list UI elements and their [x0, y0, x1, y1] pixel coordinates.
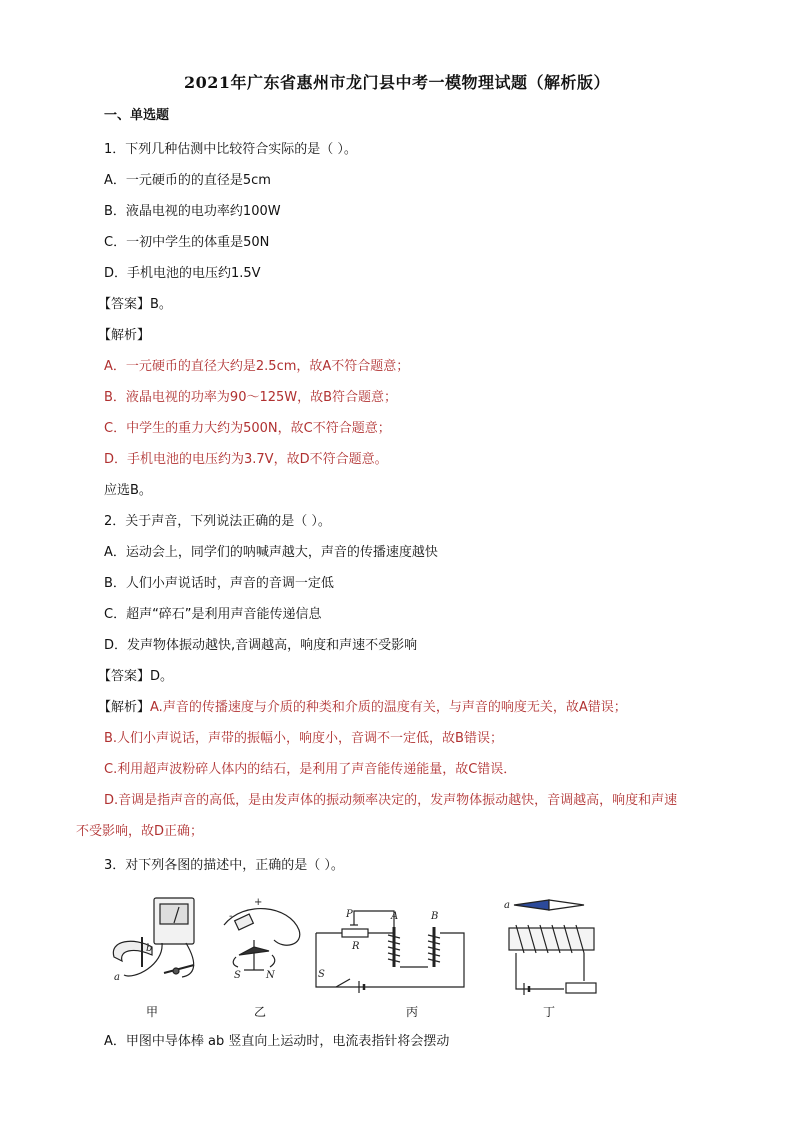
q2-analysis-label: 【解析】 — [98, 700, 151, 715]
q2-stem: 2．关于声音，下列说法正确的是（ ）。 — [104, 514, 331, 529]
figure-yi-diagram — [224, 909, 300, 970]
label-a: a — [114, 972, 120, 983]
q2-answer: 【答案】D。 — [98, 669, 174, 684]
q1-option-c: C．一初中学生的体重是50N — [104, 235, 270, 250]
q1-option-d: D．手机电池的电压约1.5V — [104, 266, 261, 281]
q1-option-b: B．液晶电视的电功率约100W — [104, 204, 281, 219]
figure-jia-diagram — [113, 898, 194, 977]
q1-option-a: A．一元硬币的的直径是5cm — [104, 173, 271, 188]
label-a-magnet: A — [391, 911, 399, 922]
figure-bing-diagram — [316, 911, 464, 993]
figure-label-bing: 丙 — [406, 1005, 419, 1019]
q2-option-b: B．人们小声说话时，声音的音调一定低 — [104, 576, 334, 591]
q3-figures — [104, 895, 604, 1030]
label-s: S — [234, 970, 241, 981]
q1-stem: 1．下列几种估测中比较符合实际的是（ ）。 — [104, 142, 357, 157]
label-minus: - — [229, 911, 233, 922]
q1-analysis-label: 【解析】 — [98, 328, 151, 343]
q3-stem: 3．对下列各图的描述中，正确的是（ ）。 — [104, 858, 344, 873]
label-b-magnet: B — [431, 911, 439, 922]
q2-analysis-row — [98, 699, 627, 717]
q1-analysis-d: D．手机电池的电压约为3.7V，故D不符合题意。 — [104, 452, 388, 467]
section-heading: 一、单选题 — [104, 108, 170, 123]
label-b: b — [146, 943, 153, 954]
q2-option-d: D．发声物体振动越快,音调越高，响度和声速不受影响 — [104, 638, 418, 653]
label-plus: + — [254, 897, 263, 908]
q3-option-a: A．甲图中导体棒 ab 竖直向上运动时，电流表指针将会摆动 — [104, 1034, 450, 1049]
q1-analysis-a: A．一元硬币的直径大约是2.5cm，故A不符合题意； — [104, 359, 410, 374]
label-switch-s: S — [318, 969, 325, 980]
q2-analysis-c: C.利用超声波粉碎人体内的结石，是利用了声音能传递能量，故C错误． — [104, 762, 517, 777]
q2-option-a: A．运动会上，同学们的呐喊声越大，声音的传播速度越快 — [104, 545, 438, 560]
q2-option-c: C．超声“碎石”是利用声音能传递信息 — [104, 607, 322, 622]
q1-analysis-c: C．中学生的重力大约为500N，故C不符合题意； — [104, 421, 391, 436]
page-title: 2021年广东省惠州市龙门县中考一模物理试题（解析版） — [183, 73, 611, 92]
label-r: R — [352, 941, 360, 952]
q2-analysis-a: A.声音的传播速度与介质的种类和介质的温度有关，与声音的响度无关，故A错误； — [150, 700, 627, 715]
q2-analysis-d: D.音调是指声音的高低，是由发声体的振动频率决定的，发声物体振动越快，音调越高，响度和声速 — [104, 793, 678, 808]
figure-label-jia: 甲 — [146, 1005, 159, 1019]
q1-answer: 【答案】B。 — [98, 297, 172, 312]
label-needle-a: a — [504, 900, 510, 911]
q2-analysis-d-cont: 不受影响，故D正确； — [76, 824, 204, 839]
q1-analysis-b: B．液晶电视的功率为90～125W，故B符合题意； — [104, 390, 398, 405]
figure-label-ding: 丁 — [543, 1005, 556, 1019]
figure-label-yi: 乙 — [254, 1005, 267, 1019]
q2-analysis-b: B.人们小声说话，声带的振幅小，响度小，音调不一定低，故B错误； — [104, 731, 503, 746]
label-n: N — [266, 970, 275, 981]
label-p: P — [346, 909, 353, 920]
q1-conclusion: 应选B。 — [104, 483, 152, 498]
figure-ding-diagram — [509, 900, 596, 995]
